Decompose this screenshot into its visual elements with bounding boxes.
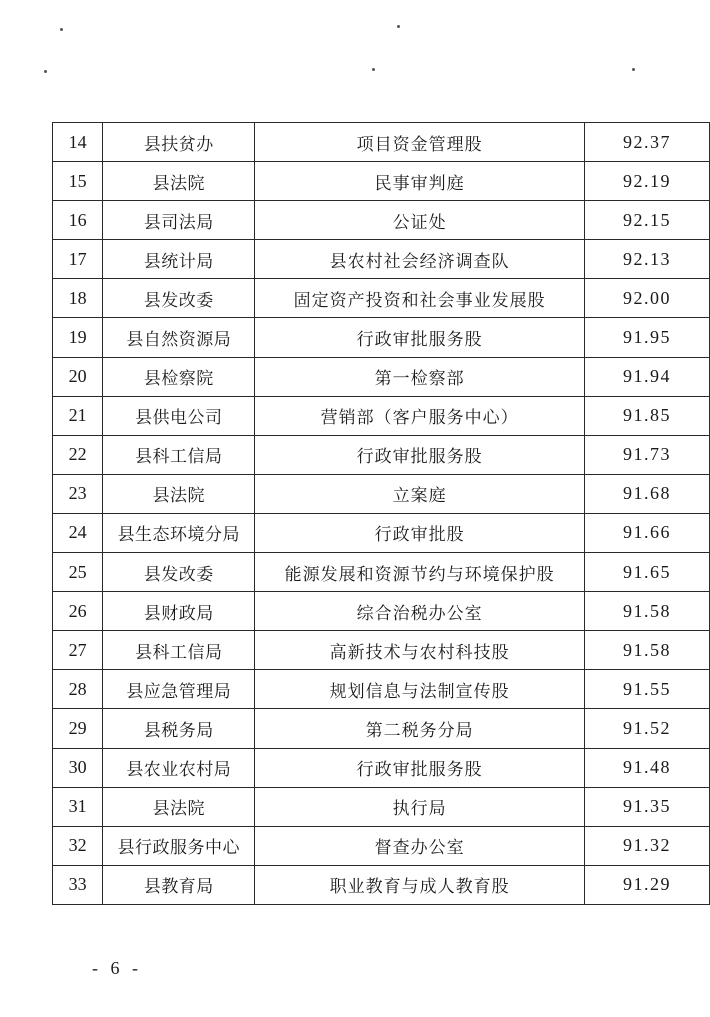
row-number: 19 [53,318,103,357]
score-value: 91.32 [584,826,709,865]
score-value: 91.66 [584,513,709,552]
department-name: 执行局 [255,787,584,826]
table-row [53,513,710,552]
row-number: 16 [53,201,103,240]
department-name: 能源发展和资源节约与环境保护股 [255,553,584,592]
unit-name: 县扶贫办 [103,123,255,162]
row-number: 23 [53,474,103,513]
row-number: 30 [53,748,103,787]
score-value: 92.37 [584,123,709,162]
department-name: 行政审批服务股 [255,435,584,474]
department-name: 规划信息与法制宣传股 [255,670,584,709]
score-value: 91.85 [584,396,709,435]
table-row [53,826,710,865]
department-name: 公证处 [255,201,584,240]
table-row [53,123,710,162]
unit-name: 县法院 [103,162,255,201]
unit-name: 县科工信局 [103,631,255,670]
score-value: 91.58 [584,592,709,631]
score-value: 91.58 [584,631,709,670]
table-row [53,709,710,748]
score-value: 91.94 [584,357,709,396]
table-row [53,865,710,904]
row-number: 18 [53,279,103,318]
department-name: 高新技术与农村科技股 [255,631,584,670]
score-value: 91.73 [584,435,709,474]
score-value: 92.13 [584,240,709,279]
department-name: 营销部（客户服务中心） [255,396,584,435]
department-name: 行政审批服务股 [255,318,584,357]
row-number: 29 [53,709,103,748]
table-row [53,279,710,318]
score-value: 92.00 [584,279,709,318]
table-row [53,396,710,435]
score-value: 91.35 [584,787,709,826]
table-row [53,318,710,357]
scan-speck [60,28,63,31]
table-row [53,201,710,240]
unit-name: 县供电公司 [103,396,255,435]
row-number: 26 [53,592,103,631]
department-name: 第一检察部 [255,357,584,396]
table-row [53,592,710,631]
table-row [53,240,710,279]
score-value: 91.95 [584,318,709,357]
row-number: 15 [53,162,103,201]
unit-name: 县科工信局 [103,435,255,474]
table-row [53,435,710,474]
table-row [53,474,710,513]
unit-name: 县发改委 [103,279,255,318]
score-value: 91.29 [584,865,709,904]
table-row [53,670,710,709]
row-number: 21 [53,396,103,435]
unit-name: 县行政服务中心 [103,826,255,865]
department-name: 县农村社会经济调查队 [255,240,584,279]
unit-name: 县检察院 [103,357,255,396]
scan-speck [44,70,47,73]
row-number: 31 [53,787,103,826]
department-name: 项目资金管理股 [255,123,584,162]
unit-name: 县生态环境分局 [103,513,255,552]
score-value: 91.65 [584,553,709,592]
table-row [53,631,710,670]
department-name: 固定资产投资和社会事业发展股 [255,279,584,318]
department-name: 督查办公室 [255,826,584,865]
department-name: 行政审批服务股 [255,748,584,787]
scan-speck [632,68,635,71]
department-name: 职业教育与成人教育股 [255,865,584,904]
row-number: 17 [53,240,103,279]
department-name: 行政审批股 [255,513,584,552]
department-name: 综合治税办公室 [255,592,584,631]
unit-name: 县农业农村局 [103,748,255,787]
score-value: 92.15 [584,201,709,240]
row-number: 20 [53,357,103,396]
table-row [53,553,710,592]
table-row [53,162,710,201]
scan-speck [372,68,375,71]
unit-name: 县发改委 [103,553,255,592]
row-number: 25 [53,553,103,592]
score-value: 91.55 [584,670,709,709]
table-row [53,787,710,826]
table-row [53,748,710,787]
department-name: 立案庭 [255,474,584,513]
row-number: 32 [53,826,103,865]
row-number: 22 [53,435,103,474]
unit-name: 县应急管理局 [103,670,255,709]
unit-name: 县财政局 [103,592,255,631]
ranking-table [52,122,710,905]
score-value: 92.19 [584,162,709,201]
ranking-table-body [53,123,710,905]
row-number: 24 [53,513,103,552]
score-value: 91.48 [584,748,709,787]
score-value: 91.68 [584,474,709,513]
unit-name: 县自然资源局 [103,318,255,357]
row-number: 33 [53,865,103,904]
department-name: 民事审判庭 [255,162,584,201]
row-number: 14 [53,123,103,162]
unit-name: 县法院 [103,474,255,513]
scan-speck [397,25,400,28]
unit-name: 县税务局 [103,709,255,748]
unit-name: 县教育局 [103,865,255,904]
department-name: 第二税务分局 [255,709,584,748]
page-number: - 6 - [92,958,142,978]
unit-name: 县司法局 [103,201,255,240]
score-value: 91.52 [584,709,709,748]
unit-name: 县法院 [103,787,255,826]
row-number: 28 [53,670,103,709]
table-row [53,357,710,396]
row-number: 27 [53,631,103,670]
unit-name: 县统计局 [103,240,255,279]
